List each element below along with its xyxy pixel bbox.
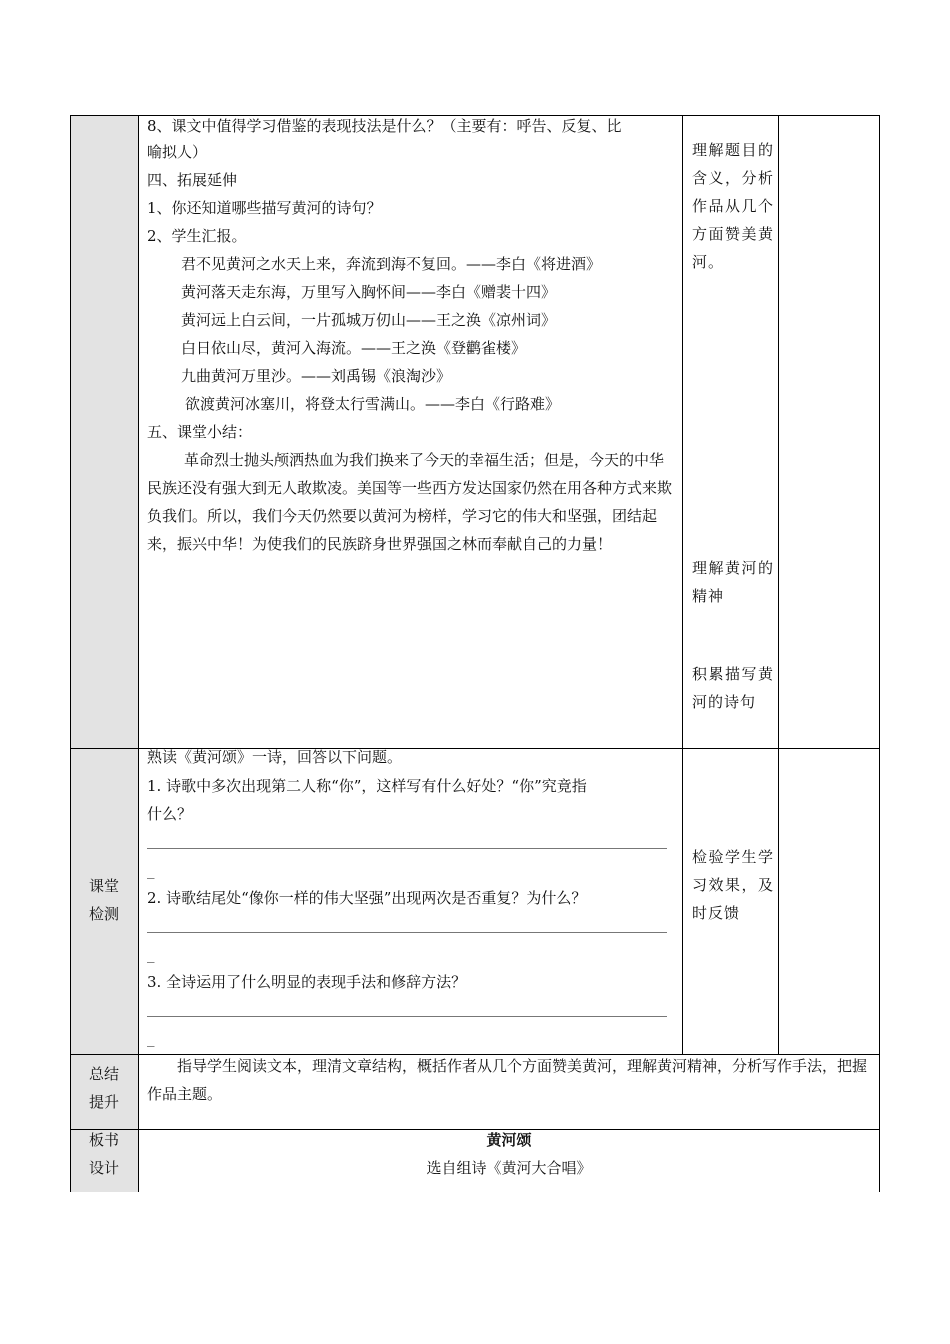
section-heading-summary: 五、课堂小结： — [147, 423, 253, 441]
check-question-2: 2. 诗歌结尾处“像你一样的伟大坚强”出现两次是否重复？为什么？ — [147, 889, 587, 907]
poem-line: 君不见黄河之水天上来，奔流到海不复回。——李白《将进酒》 — [181, 255, 602, 273]
check-question-1-line-1: 1. 诗歌中多次出现第二人称“你”，这样写有什么好处？“你”究竟指 — [147, 777, 587, 795]
table-border-right-lower — [879, 1129, 880, 1192]
aim-understand-spirit: 理解黄河的精神 — [692, 559, 774, 605]
poem-line: 欲渡黄河冰塞川，将登太行雪满山。——李白《行路难》 — [185, 395, 561, 413]
answer-blank-1[interactable] — [147, 848, 667, 849]
aim-accumulate-verses: 积累描写黄河的诗句 — [692, 665, 774, 711]
section-heading-extension: 四、拓展延伸 — [147, 171, 238, 189]
content-column-right-border — [682, 115, 683, 1055]
question-8-line-2: 喻拟人） — [147, 143, 208, 161]
extension-question-1: 1、你还知道哪些描写黄河的诗句？ — [147, 199, 382, 217]
aim-column-right-border — [778, 115, 779, 1055]
answer-blank-3[interactable] — [147, 1016, 667, 1017]
summary-row-text: 指导学生阅读文本，理清文章结构，概括作者从几个方面赞美黄河，理解黄河精神，分析写作手法，把握作品主题。 — [147, 1057, 868, 1103]
table-border-left — [70, 115, 71, 1192]
answer-blank-tail: _ — [147, 945, 155, 963]
check-intro: 熟读《黄河颂》一诗，回答以下问题。 — [147, 748, 403, 766]
aim-check-feedback: 检验学生学习效果，及时反馈 — [692, 848, 774, 922]
board-title: 黄河颂 — [486, 1131, 532, 1149]
answer-blank-2[interactable] — [147, 932, 667, 933]
summary-row-label: 总结提升 — [89, 1065, 120, 1111]
aim-understand-title: 理解题目的含义，分析作品从几个方面赞美黄河。 — [692, 141, 774, 271]
extension-question-2: 2、学生汇报。 — [147, 227, 247, 245]
check-row-label: 课堂检测 — [89, 877, 120, 923]
poem-line: 黄河远上白云间，一片孤城万仞山——王之涣《凉州词》 — [181, 311, 557, 329]
label-column-shading — [71, 116, 138, 1192]
board-row-label: 板书设计 — [89, 1131, 120, 1177]
board-subtitle: 选自组诗《黄河大合唱》 — [426, 1159, 592, 1177]
poem-line: 白日依山尽，黄河入海流。——王之涣《登鹳雀楼》 — [181, 339, 527, 357]
check-question-1-line-2: 什么？ — [147, 805, 193, 823]
poem-line: 九曲黄河万里沙。——刘禹锡《浪淘沙》 — [181, 367, 452, 385]
check-question-3: 3. 全诗运用了什么明显的表现手法和修辞方法？ — [147, 973, 467, 991]
answer-blank-tail: _ — [147, 1029, 155, 1047]
summary-paragraph: 革命烈士抛头颅洒热血为我们换来了今天的幸福生活；但是，今天的中华民族还没有强大到无人敢欺凌。美国等一些西方发达国家仍然在用各种方式来欺负我们。所以，我们今天仍然要以黄河为榜样，学习它的伟大和坚强，团结起来，振兴中华！为使我们的民族跻身世界强国之林而奉献自己的力量！ — [147, 451, 673, 553]
table-border-right-upper — [879, 115, 880, 1130]
question-8-line-1: 8、课文中值得学习借鉴的表现技法是什么？（主要有：呼告、反复、比 — [147, 117, 622, 135]
label-column-right-border — [138, 115, 139, 1192]
poem-line: 黄河落天走东海，万里写入胸怀间——李白《赠裴十四》 — [181, 283, 557, 301]
answer-blank-tail: _ — [147, 861, 155, 879]
